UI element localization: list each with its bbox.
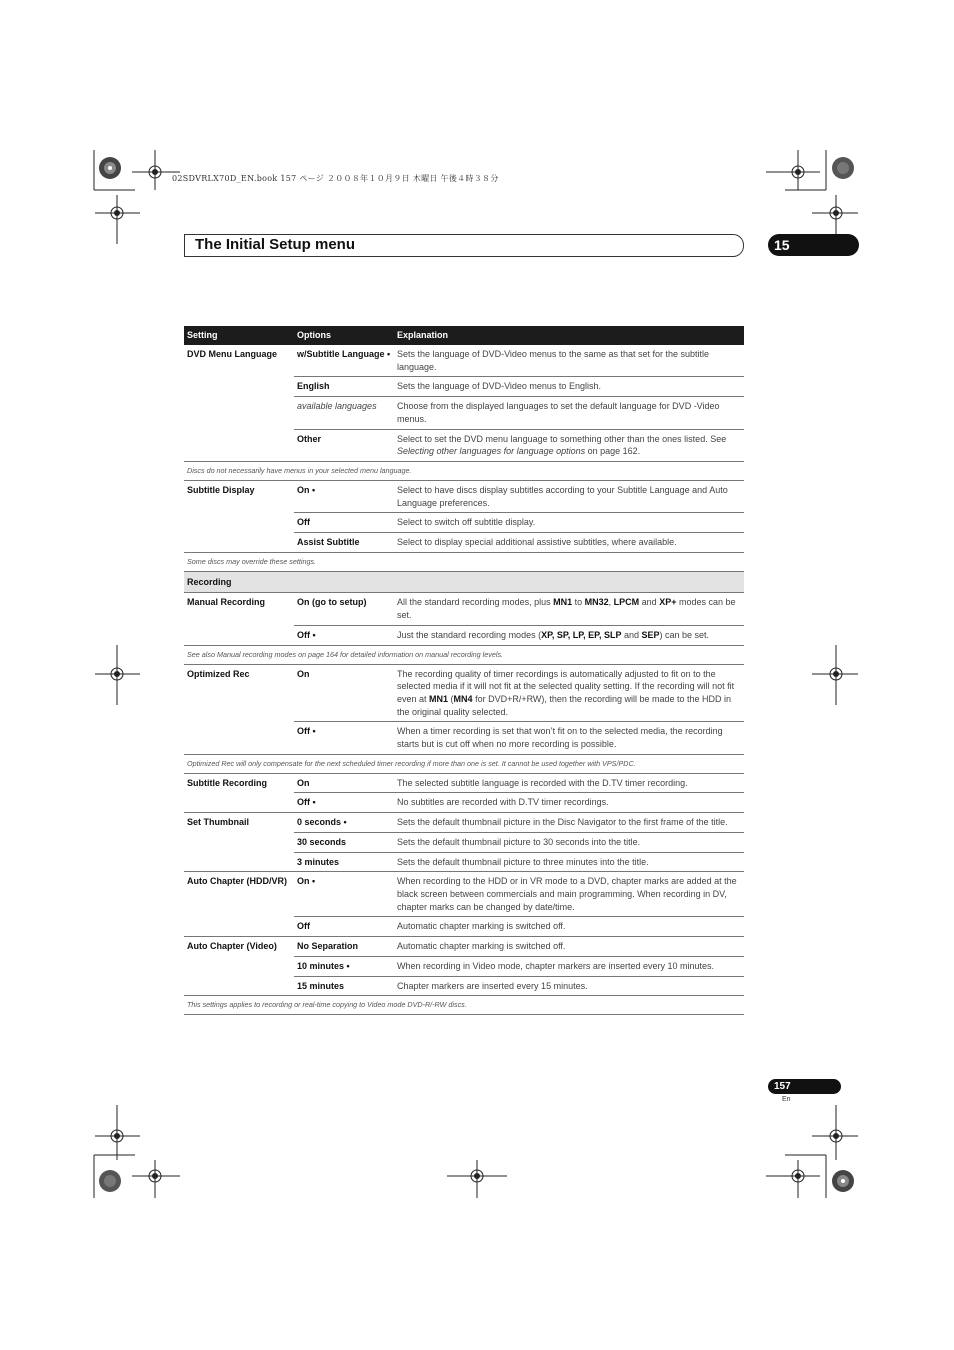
section-title: The Initial Setup menu (195, 236, 356, 253)
option-cell: English (294, 377, 394, 397)
chapter-number-tab: 15 (768, 234, 859, 256)
header-options: Options (294, 326, 394, 345)
setting-dvd-menu-language: DVD Menu Language (187, 349, 278, 359)
mode-label: XP, SP, LP, EP, SLP (541, 629, 622, 640)
text-span: to (572, 597, 585, 608)
note-dvd-menu: Discs do not necessarily have menus in your selected menu language. (184, 461, 744, 480)
mode-label: MN1 (553, 597, 573, 608)
option-cell: available languages (294, 397, 394, 429)
table-note (184, 754, 744, 773)
explanation-cell: When recording to the HDD or in VR mode to a DVD, chapter marks are added at the black screen between commercials and main programming. When recording in DV, chapter marks can be changed by date/time. (394, 872, 744, 917)
option-cell: 30 seconds (294, 832, 394, 852)
mode-label: LPCM (613, 597, 640, 608)
option-cell: 15 minutes (294, 976, 394, 996)
note-video: This settings applies to recording or real-time copying to Video mode DVD-R/-RW discs. (184, 996, 744, 1015)
note-manual: See also Manual recording modes on page 164 for detailed information on manual recording levels. (184, 645, 744, 664)
explanation-cell: Select to switch off subtitle display. (394, 513, 744, 533)
option-cell: Off (294, 917, 394, 937)
mode-label: XP+ (659, 597, 677, 608)
explanation-cell: Choose from the displayed languages to set the default language for DVD -Video menus. (394, 397, 744, 429)
option-cell: On • (294, 872, 394, 917)
explanation-cell (394, 625, 744, 645)
text-span: Select to set the DVD menu language to something other than the ones listed. See (397, 433, 727, 444)
setting-set-thumbnail: Set Thumbnail (184, 813, 294, 872)
text-span: for DVD+R/+RW), then the recording will be made to the HDD in the original quality selected. (397, 693, 732, 717)
mode-label: MN4 (453, 693, 473, 704)
text-span: and (621, 629, 642, 640)
text-span: ( (448, 693, 454, 704)
table-row (184, 813, 744, 833)
option-cell: On • (297, 484, 316, 495)
table-header-row (184, 326, 744, 345)
option-cell: Other (294, 429, 394, 461)
explanation-cell: The selected subtitle language is recorded with the D.TV timer recording. (397, 777, 688, 788)
explanation-cell: Sets the language of DVD-Video menus to English. (394, 377, 744, 397)
option-cell: Off • (294, 793, 394, 813)
cross-reference: Selecting other languages for language options (397, 446, 586, 457)
header-setting: Setting (184, 326, 294, 345)
explanation-cell: When recording in Video mode, chapter markers are inserted every 10 minutes. (394, 956, 744, 976)
setting-auto-chapter-hdd: Auto Chapter (HDD/VR) (184, 872, 294, 937)
explanation-cell: Select to have discs display subtitles according to your Subtitle Language and Auto Language preferences. (397, 484, 728, 508)
option-cell: Assist Subtitle (294, 533, 394, 553)
explanation-cell (394, 429, 744, 461)
explanation-cell: Chapter markers are inserted every 15 minutes. (394, 976, 744, 996)
page-language: En (782, 1096, 791, 1103)
table-row (184, 480, 744, 512)
explanation-cell: When a timer recording is set that won’t fit on to the selected media, the recording starts but is cut off when no more recording is possible. (394, 722, 744, 754)
setting-subtitle-display: Subtitle Display (187, 484, 255, 495)
option-cell: 3 minutes (294, 852, 394, 872)
explanation-cell: Automatic chapter marking is switched off. (394, 917, 744, 937)
note-optimized: Optimized Rec will only compensate for the next scheduled timer recording if more than one is set. It cannot be used together with VPS/PDC. (184, 754, 744, 773)
text-span: modes can be set. (397, 597, 736, 621)
setup-table (184, 326, 744, 1015)
text-span: and (639, 597, 660, 608)
text-span: , (608, 597, 614, 608)
mode-label: SEP (641, 629, 660, 640)
explanation-cell: No subtitles are recorded with D.TV timer recordings. (394, 793, 744, 813)
explanation-cell: Sets the default thumbnail picture in the Disc Navigator to the first frame of the title. (394, 813, 744, 833)
file-header: 02SDVRLX70D_EN.book 157 ページ ２００８年１０月９日 木曜日 午後４時３８分 (172, 174, 499, 183)
table-row (184, 872, 744, 917)
option-cell: No Separation (294, 937, 394, 957)
option-cell: 0 seconds • (294, 813, 394, 833)
explanation-cell: Sets the default thumbnail picture to 30 seconds into the title. (394, 832, 744, 852)
setting-optimized-rec: Optimized Rec (187, 668, 250, 679)
option-cell: 10 minutes • (294, 956, 394, 976)
text-span: All the standard recording modes, plus (397, 597, 554, 608)
option-cell: On (297, 777, 310, 788)
table-row (184, 345, 744, 377)
table-note (184, 996, 744, 1015)
text-span: The recording quality of timer recordings is automatically adjusted to fit on to the selected media if it will not fit at the selected quality setting. If the recording will not fit even at (397, 668, 735, 704)
setting-auto-chapter-video: Auto Chapter (Video) (184, 937, 294, 996)
option-cell: On (297, 668, 310, 679)
mode-label: MN1 (429, 693, 449, 704)
header-explanation: Explanation (394, 326, 744, 345)
option-cell: Off (294, 513, 394, 533)
setting-manual-recording: Manual Recording (187, 597, 266, 608)
explanation-cell: Sets the language of DVD-Video menus to the same as that set for the subtitle language. (397, 349, 710, 372)
table-row (184, 593, 744, 625)
table-row (184, 937, 744, 957)
text-span: on page 162. (585, 446, 641, 457)
note-subtitle: Some discs may override these settings. (184, 552, 744, 571)
explanation-cell (394, 664, 744, 722)
table-row (184, 773, 744, 793)
option-cell: Off • (294, 722, 394, 754)
option-cell: w/Subtitle Language • (297, 349, 391, 359)
explanation-cell: Select to display special additional assistive subtitles, where available. (394, 533, 744, 553)
explanation-cell: Automatic chapter marking is switched off. (394, 937, 744, 957)
option-cell: Off • (294, 625, 394, 645)
table-row (184, 664, 744, 722)
mode-label: MN32 (584, 597, 609, 608)
table-note (184, 645, 744, 664)
text-span: ) can be set. (659, 629, 710, 640)
explanation-cell: Sets the default thumbnail picture to three minutes into the title. (394, 852, 744, 872)
text-span: Just the standard recording modes ( (397, 629, 542, 640)
page-number-tab: 157 (768, 1079, 841, 1094)
explanation-cell (394, 593, 744, 625)
table-note (184, 461, 744, 480)
section-header-row (184, 571, 744, 593)
setting-subtitle-recording: Subtitle Recording (187, 777, 268, 788)
section-recording: Recording (184, 571, 744, 593)
table-note (184, 552, 744, 571)
option-cell: On (go to setup) (297, 597, 367, 608)
